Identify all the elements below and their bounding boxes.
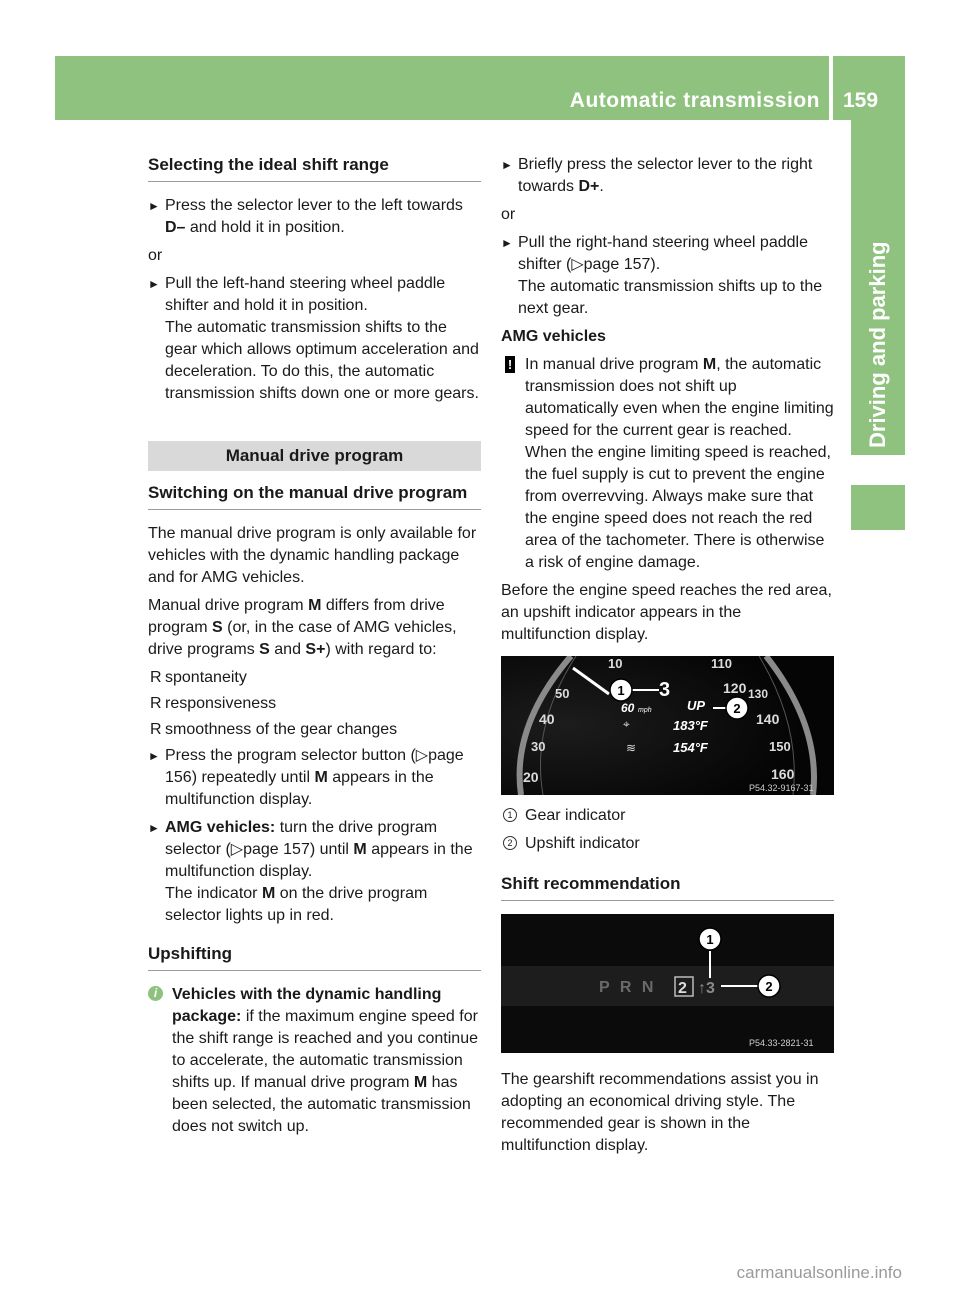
gear-indicator: 3: [659, 679, 671, 701]
arrow-icon: ►: [501, 158, 513, 172]
heading-upshifting: Upshifting: [148, 943, 481, 971]
speed-value: 60: [621, 701, 635, 715]
info-note: i Vehicles with the dynamic handling package: if the maximum engine speed for the shift range is reached and you continue to accelerate, the automatic transmission shifts up. If manual drive program M has been selected, the automatic transmission does not switch up.: [148, 984, 481, 1138]
oil-temp-value: 183°F: [673, 718, 708, 733]
prnd-labels: P R N: [599, 979, 657, 996]
tick-label: 20: [523, 769, 539, 785]
side-tab-block: [851, 485, 905, 530]
coolant-temp-value: 154°F: [673, 740, 708, 755]
page-ref-icon: ▷: [571, 256, 584, 273]
list-item: R spontaneity: [150, 669, 247, 686]
or-text: or: [148, 247, 163, 264]
instrument-cluster-image: [501, 656, 834, 795]
tick-label: 30: [531, 739, 546, 754]
paragraph: The gearshift recommendations assist you in adopting an economical driving style. The recommended gear is shown in the multifunction display.: [501, 1071, 819, 1154]
legend-item: 2 Upshift indicator: [501, 833, 834, 855]
header-divider: [829, 56, 833, 120]
or-text: or: [501, 206, 516, 223]
callout-number: 1: [706, 932, 714, 947]
step-instruction: ► Press the program selector button (▷page 156) repeatedly until M appears in the multifunction display.: [148, 747, 464, 808]
step-instruction: ► Briefly press the selector lever to the right towards D+.: [501, 156, 813, 195]
arrow-icon: ►: [148, 277, 160, 291]
step-instruction: ► Pull the left-hand steering wheel paddle shifter and hold it in position. The automatic transmission shifts to the gear which allows optimum acceleration and deceleration. To do this, the automatic transmission shifts down one or more gears.: [148, 275, 479, 402]
current-gear: 2: [678, 980, 687, 997]
tick-label: 50: [555, 686, 570, 701]
heading-shift-recommendation: Shift recommendation: [501, 873, 834, 901]
section-bar-manual-drive: Manual drive program: [148, 441, 481, 471]
page-reference-link[interactable]: page 156: [165, 747, 464, 786]
warning-note: ! In manual drive program M, the automatic transmission does not shift up automatically even when the engine limiting speed for the current gear is reached. When the engine limiting speed is reached, the fuel supply is cut to prevent the engine from overrevving. Always make sure that the engine speed does not reach the red area of the tachometer. There is otherwise a risk of engine damage.: [501, 354, 834, 574]
step-instruction: ► AMG vehicles: turn the drive program selector (▷page 157) until M appears in the multifunction display. The indicator M on the drive program selector lights up in red.: [148, 819, 473, 924]
paragraph: Before the engine speed reaches the red area, an upshift indicator appears in the multifunction display.: [501, 582, 832, 643]
gauge-illustration: [501, 656, 834, 795]
callout-number: 2: [765, 979, 773, 994]
callout-number: 1: [617, 683, 625, 698]
heading-amg-vehicles: AMG vehicles: [501, 328, 606, 345]
watermark: carmanualsonline.info: [736, 1263, 902, 1282]
tick-label: 150: [769, 739, 791, 754]
tick-label: 140: [756, 711, 780, 727]
arrow-icon: ►: [148, 821, 160, 835]
speed-unit: mph: [638, 707, 652, 714]
list-item: R responsiveness: [150, 695, 277, 712]
page-reference-link[interactable]: page 157: [583, 256, 651, 273]
tick-label: 130: [748, 687, 769, 701]
tick-label: 40: [539, 711, 555, 727]
page-number: 159: [843, 89, 879, 112]
heading-switching-on-manual: Switching on the manual drive program: [148, 482, 481, 510]
arrow-icon: ►: [501, 236, 513, 250]
step-instruction: ► Press the selector lever to the left towards D– and hold it in position.: [148, 197, 463, 236]
upshift-indicator: UP: [687, 698, 706, 713]
legend-item: 1 Gear indicator: [501, 805, 834, 827]
recommended-gear: ↑3: [698, 980, 715, 997]
tick-label: 160: [771, 766, 795, 782]
step-instruction: ► Pull the right-hand steering wheel paddle shifter (▷page 157). The automatic transmission shifts up to the next gear.: [501, 234, 823, 317]
shift-recommendation-image: [501, 914, 834, 1053]
oil-temp-icon: ⌖: [623, 717, 630, 731]
arrow-icon: ►: [148, 749, 160, 763]
figure-code: P54.33-2821-31: [749, 1038, 814, 1048]
figure-code: P54.32-9167-31: [749, 783, 814, 793]
tick-label: 10: [608, 656, 623, 671]
side-tab-label: Driving and parking: [865, 241, 890, 448]
shift-display-illustration: [501, 914, 834, 1053]
right-column: [501, 154, 834, 1163]
tick-label: 110: [711, 656, 732, 671]
left-column: [148, 154, 481, 1138]
paragraph: Manual drive program M differs from drive program S (or, in the case of AMG vehicles, drive programs S and S+) with regard to:: [148, 597, 457, 658]
arrow-icon: ►: [148, 199, 160, 213]
callout-number: 2: [733, 701, 741, 716]
coolant-temp-icon: ≋: [626, 741, 637, 755]
page-header-title: Automatic transmission: [569, 89, 820, 112]
info-icon: i: [148, 986, 163, 1001]
page-ref-icon: ▷: [230, 841, 244, 858]
warning-icon: !: [505, 356, 515, 373]
page-reference-link[interactable]: page 157: [243, 841, 310, 858]
paragraph: The manual drive program is only available for vehicles with the dynamic handling package and for AMG vehicles.: [148, 525, 477, 586]
heading-ideal-shift-range: Selecting the ideal shift range: [148, 154, 481, 182]
list-item: R smoothness of the gear changes: [150, 721, 398, 738]
page-ref-icon: ▷: [415, 747, 429, 764]
tick-label: 120: [723, 680, 747, 696]
